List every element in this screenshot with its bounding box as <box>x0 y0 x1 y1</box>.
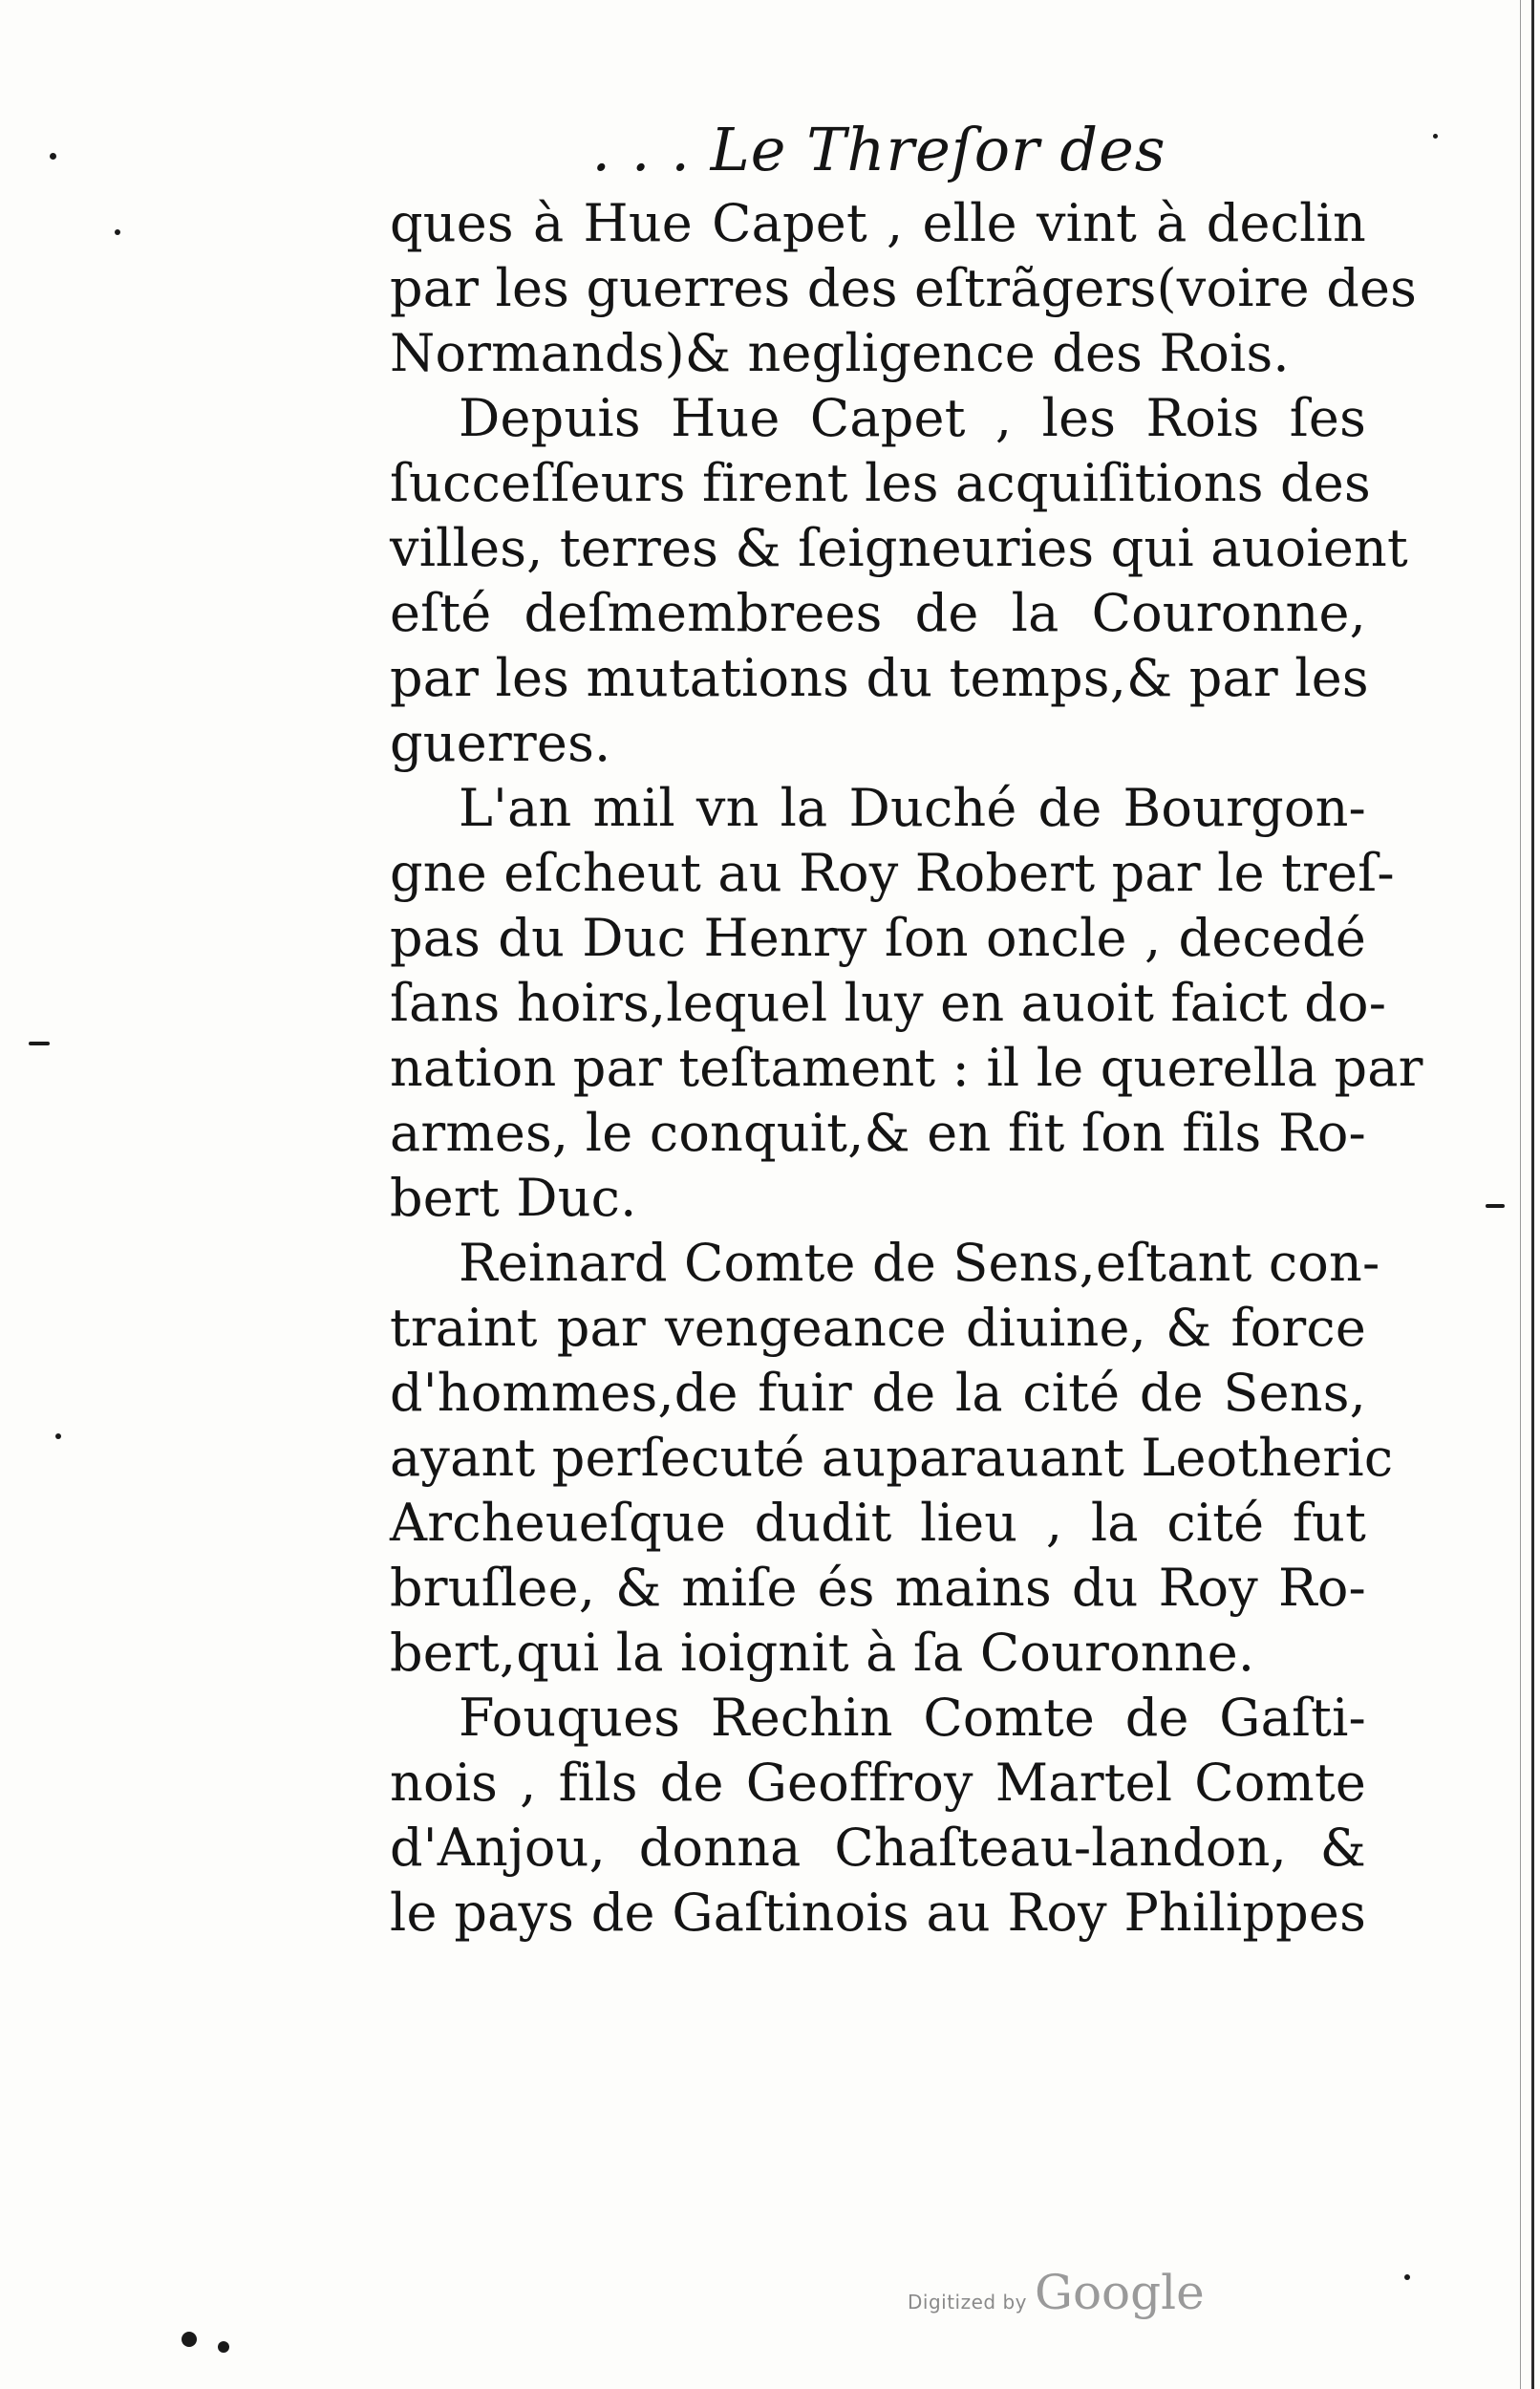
text-line: Normands)& negligence des Rois. <box>390 323 1290 383</box>
text-line: pas du Duc Henry ſon oncle , decedé <box>390 908 1366 968</box>
text-line: Archeueſque dudit lieu , la cité fut <box>390 1493 1366 1553</box>
body-text <box>390 191 1423 1946</box>
text-line: par les mutations du temps,& par les <box>390 648 1369 708</box>
running-title: . . . Le Threſor des <box>591 115 1166 184</box>
scan-speck <box>1433 134 1438 139</box>
text-line: nois , fils de Geoffroy Martel Comte <box>390 1753 1366 1813</box>
scan-speck <box>1404 2274 1410 2280</box>
text-line: ſans hoirs,lequel luy en auoit faict do- <box>390 973 1387 1033</box>
page-gutter-edge <box>1531 0 1534 2389</box>
text-line: d'hommes,de fuir de la cité de Sens, <box>390 1363 1366 1423</box>
text-line: ſucceſſeurs firent les acquiſitions des <box>390 453 1371 513</box>
scan-speck <box>1486 1204 1505 1208</box>
text-line: Reinard Comte de Sens,eſtant con- <box>459 1233 1380 1293</box>
text-line: guerres. <box>390 713 611 773</box>
text-line: par les guerres des eſtrãgers(voire des <box>390 258 1418 318</box>
text-line: villes, terres & ſeigneuries qui auoient <box>390 518 1408 578</box>
text-line: gne eſcheut au Roy Robert par le treſ- <box>390 843 1395 903</box>
text-line: bert,qui la ioignit à ſa Couronne. <box>390 1623 1255 1683</box>
text-line: eſté deſmembrees de la Couronne, <box>390 583 1366 643</box>
scan-speck <box>115 229 120 235</box>
text-line: Depuis Hue Capet , les Rois ſes <box>459 388 1366 448</box>
scan-speck <box>50 153 56 160</box>
text-line: ques à Hue Capet , elle vint à declin <box>390 193 1366 253</box>
text-line: le pays de Gaſtinois au Roy Philippes <box>390 1883 1366 1943</box>
text-line: traint par vengeance diuine, & force <box>390 1298 1366 1358</box>
page-gutter-shadow <box>1520 0 1521 2389</box>
text-line: L'an mil vn la Duché de Bourgon- <box>459 778 1366 838</box>
scan-speck <box>182 2332 197 2347</box>
digitization-watermark <box>908 2265 1205 2322</box>
digitized-by-label: Digitized by <box>908 2291 1027 2314</box>
scan-speck <box>218 2341 229 2353</box>
text-line: armes, le conquit,& en fit ſon fils Ro- <box>390 1103 1366 1163</box>
text-line: bert Duc. <box>390 1168 637 1228</box>
text-line: ayant perſecuté auparauant Leotheric <box>390 1428 1394 1488</box>
text-line: d'Anjou, donna Chaſteau-landon, & <box>390 1818 1366 1878</box>
google-logo: Google <box>1035 2265 1205 2320</box>
scan-speck <box>29 1042 50 1045</box>
text-line: bruſlee, & miſe és mains du Roy Ro- <box>390 1558 1366 1618</box>
scan-speck <box>55 1433 61 1439</box>
text-line: nation par teſtament : il le querella par <box>390 1038 1423 1098</box>
text-line: Fouques Rechin Comte de Gaſti- <box>459 1688 1366 1748</box>
